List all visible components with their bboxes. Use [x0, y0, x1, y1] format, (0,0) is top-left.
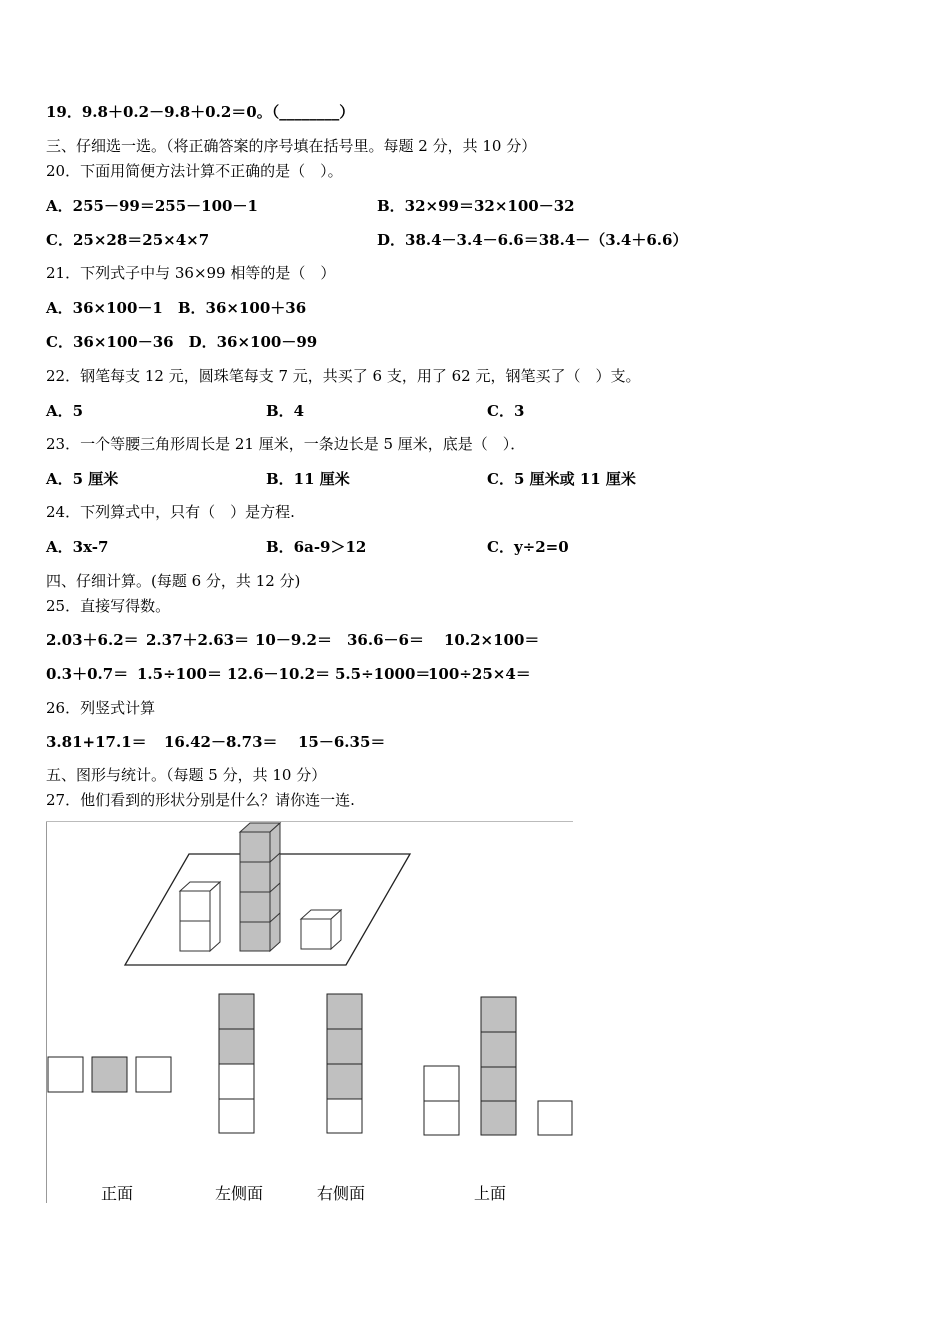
top-view-shape: [424, 997, 572, 1135]
q23-option-c: C．5 厘米或 11 厘米: [487, 470, 636, 488]
q21-options-cd: C．36×100－36 D．36×100－99: [46, 333, 318, 351]
question-26-stem: 26．列竖式计算: [46, 699, 156, 717]
q20-option-a: A．255－99＝255－100－1: [46, 197, 258, 215]
section-3-heading: 三、仔细选一选。（将正确答案的序号填在括号里。每题 2 分，共 10 分）: [46, 137, 537, 155]
q25-item: 5.5÷1000＝: [335, 665, 431, 683]
question-21-stem: 21．下列式子中与 36×99 相等的是（ ）: [46, 264, 336, 282]
q22-option-c: C．3: [487, 402, 525, 420]
q26-item: 16.42－8.73＝: [164, 733, 278, 751]
right-view-shape: [327, 994, 362, 1133]
cube-views-drawing: [46, 821, 573, 1203]
single-cube: [301, 910, 341, 949]
front-view-shape: [48, 1057, 171, 1092]
question-20-stem: 20．下面用简便方法计算不正确的是（ ）。: [46, 162, 343, 180]
q25-item: 2.37＋2.63＝: [146, 631, 250, 649]
q25-item: 36.6－6＝: [347, 631, 424, 649]
question-27-stem: 27．他们看到的形状分别是什么？请你连一连.: [46, 791, 355, 809]
left-view-shape: [219, 994, 254, 1133]
q24-option-b: B．6a-9＞12: [266, 538, 367, 556]
q25-item: 10.2×100＝: [444, 631, 540, 649]
q26-item: 15－6.35＝: [298, 733, 386, 751]
q25-item: 12.6－10.2＝: [227, 665, 331, 683]
caption-left-side: 左侧面: [215, 1184, 264, 1203]
q25-item: 2.03＋6.2＝: [46, 631, 139, 649]
q24-option-a: A．3x-7: [46, 538, 109, 556]
q25-item: 100÷25×4＝: [428, 665, 531, 683]
cube-views-figure: [46, 821, 573, 1203]
tall-stack: [240, 823, 280, 951]
q25-item: 0.3＋0.7＝: [46, 665, 129, 683]
left-stack: [180, 882, 220, 951]
question-23-stem: 23．一个等腰三角形周长是 21 厘米，一条边长是 5 厘米，底是（ ）．: [46, 435, 526, 453]
question-19: 19．9.8＋0.2－9.8＋0.2＝0。（________）: [46, 103, 355, 121]
q21-options-ab: A．36×100－1 B．36×100＋36: [46, 299, 307, 317]
q20-option-b: B．32×99＝32×100－32: [377, 197, 575, 215]
q22-option-b: B．4: [266, 402, 305, 420]
q23-option-b: B．11 厘米: [266, 470, 350, 488]
q26-item: 3.81+17.1＝: [46, 733, 147, 751]
q23-option-a: A．5 厘米: [46, 470, 119, 488]
q22-option-a: A．5: [46, 402, 84, 420]
question-25-stem: 25．直接写得数。: [46, 597, 171, 615]
q25-item: 10－9.2＝: [255, 631, 332, 649]
section-5-heading: 五、图形与统计。（每题 5 分，共 10 分）: [46, 766, 327, 784]
q20-option-d: D．38.4－3.4－6.6＝38.4－（3.4＋6.6）: [377, 231, 688, 249]
question-22-stem: 22．钢笔每支 12 元，圆珠笔每支 7 元，共买了 6 支，用了 62 元，钢笔买了（ ）支。: [46, 367, 641, 385]
caption-top: 上面: [474, 1184, 507, 1203]
caption-right-side: 右侧面: [317, 1184, 366, 1203]
q20-option-c: C．25×28＝25×4×7: [46, 231, 210, 249]
question-24-stem: 24．下列算式中，只有（ ）是方程.: [46, 503, 295, 521]
section-4-heading: 四、仔细计算。(每题 6 分，共 12 分): [46, 572, 301, 590]
q24-option-c: C．y÷2=0: [487, 538, 569, 556]
caption-front: 正面: [101, 1184, 134, 1203]
q25-item: 1.5÷100＝: [137, 665, 222, 683]
